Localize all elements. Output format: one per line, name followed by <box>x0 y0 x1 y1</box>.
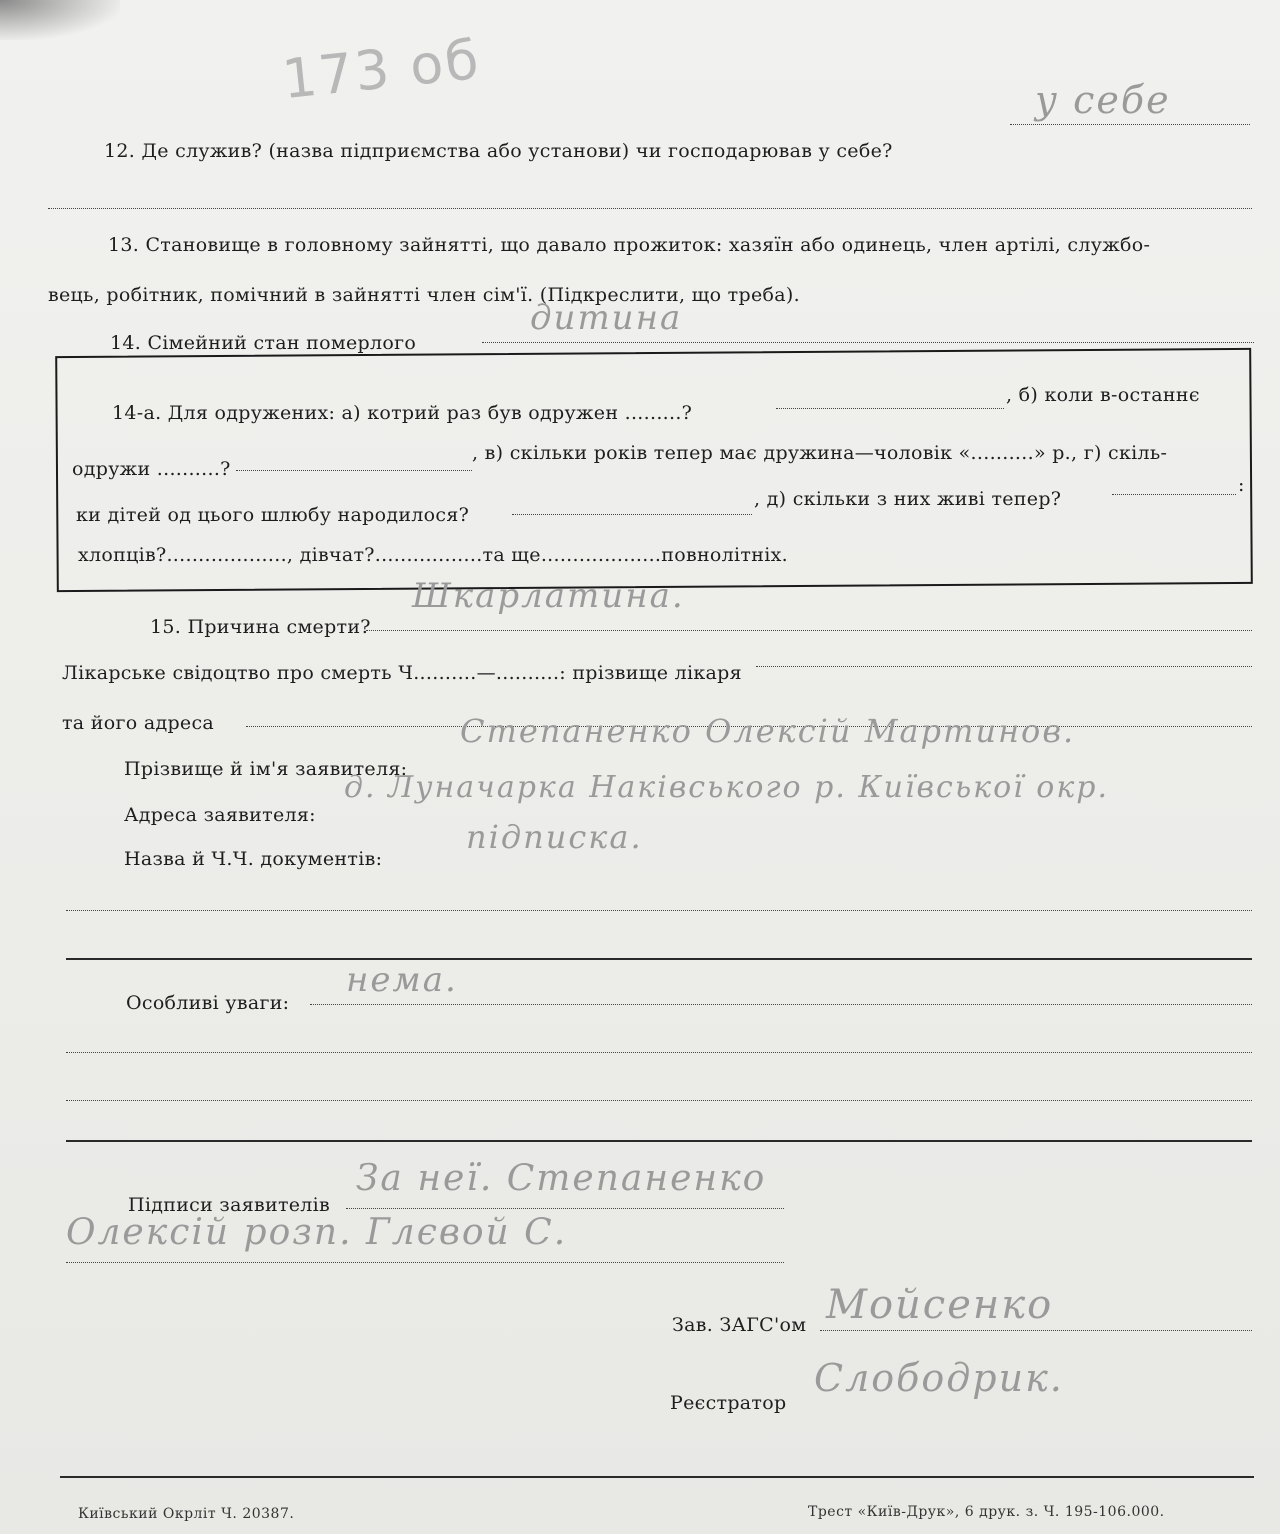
doctor-address-label: та його адреса <box>62 712 215 734</box>
registrar-label: Реєстратор <box>670 1392 787 1414</box>
footer-divider <box>60 1476 1254 1478</box>
remarks-line-2 <box>66 1052 1252 1053</box>
remarks-line <box>310 1004 1252 1005</box>
q15-answer: Шкарлатина. <box>412 576 685 616</box>
printer-license: Київський Окрліт Ч. 20387. <box>78 1506 295 1522</box>
q15-answer-line <box>366 630 1252 631</box>
q13-line1: 13. Становище в головному зайнятті, що давало прожиток: хазяїн або одинець, член артілі, службо- <box>108 234 1151 256</box>
remarks-label: Особливі уваги: <box>126 992 290 1014</box>
q14-label: 14. Сімейний стан померлого <box>110 332 417 354</box>
applicant-extra-line <box>66 910 1252 911</box>
q14a-line3: ки дітей од цього шлюбу народилося? <box>76 504 470 526</box>
q12-answer-line <box>1010 124 1250 125</box>
q13-line2: вець, робітник, помічний в зайнятті член сім'ї. (Підкреслити, що треба). <box>48 284 800 306</box>
signatures-line-2 <box>66 1262 784 1263</box>
applicant-address: д. Луначарка Наківського р. Київської окр. <box>344 770 1109 805</box>
q14a-line3-blank2 <box>1112 494 1236 495</box>
q14a-line1-blank <box>776 408 1004 409</box>
remarks-value: нема. <box>346 960 458 1000</box>
applicant-name-label: Прізвище й ім'я заявителя: <box>124 758 408 780</box>
zags-head-signature: Мойсенко <box>826 1282 1054 1328</box>
registrar-signature: Слободрик. <box>814 1356 1064 1400</box>
signatures-line-1 <box>346 1208 784 1209</box>
medical-certificate-label: Лікарське свідоцтво про смерть Ч..........—..........: прізвище лікаря <box>62 662 742 684</box>
q14-answer: дитина <box>530 298 683 338</box>
applicant-docs: підписка. <box>466 818 643 856</box>
signatures-value-1: За неї. Степаненко <box>356 1158 767 1199</box>
signatures-value-2: Олексій розп. Глєвой С. <box>66 1212 568 1253</box>
q14a-line4: хлопців?..................., дівчат?.................та ще...................повнолітніх. <box>78 544 788 566</box>
zags-head-label: Зав. ЗАГС'ом <box>672 1314 807 1336</box>
doctor-name-line <box>756 666 1252 667</box>
q14a-line2-mid: , в) скільки років тепер має дружина—чоловік «..........» р., г) скіль- <box>472 442 1168 464</box>
q14a-line3-end: : <box>1238 474 1245 496</box>
q14a-line1-end: , б) коли в-останнє <box>1006 384 1200 406</box>
q12-label: 12. Де служив? (назва підприємства або установи) чи господарював у себе? <box>104 140 893 162</box>
scan-corner-shadow <box>0 0 120 40</box>
q14a-line3-mid: , д) скільки з них живі тепер? <box>754 488 1062 510</box>
q12-answer: у себе <box>1035 78 1171 122</box>
remarks-line-3 <box>66 1100 1252 1101</box>
section-divider-2 <box>66 1140 1252 1142</box>
q14a-line2-blank <box>236 470 472 471</box>
q15-label: 15. Причина смерти? <box>150 616 371 638</box>
printer-trust: Трест «Київ-Друк», 6 друк. з. Ч. 195-106.000. <box>808 1504 1165 1520</box>
q14a-line3-blank <box>512 514 752 515</box>
applicant-name: Степаненко Олексій Мартинов. <box>460 712 1076 750</box>
zags-head-line <box>820 1330 1252 1331</box>
q12-extra-line <box>48 208 1252 209</box>
applicant-address-label: Адреса заявителя: <box>124 804 316 826</box>
signatures-label: Підписи заявителів <box>128 1194 331 1216</box>
q14-answer-line <box>482 342 1254 343</box>
q14a-line2-start: одружи ..........? <box>72 458 231 480</box>
section-divider-1 <box>66 958 1252 960</box>
q14a-line1: 14-а. Для одружених: а) котрий раз був одружен .........? <box>112 402 693 424</box>
applicant-docs-label: Назва й Ч.Ч. документів: <box>124 848 383 870</box>
archive-page-number: 173 об <box>279 27 484 112</box>
